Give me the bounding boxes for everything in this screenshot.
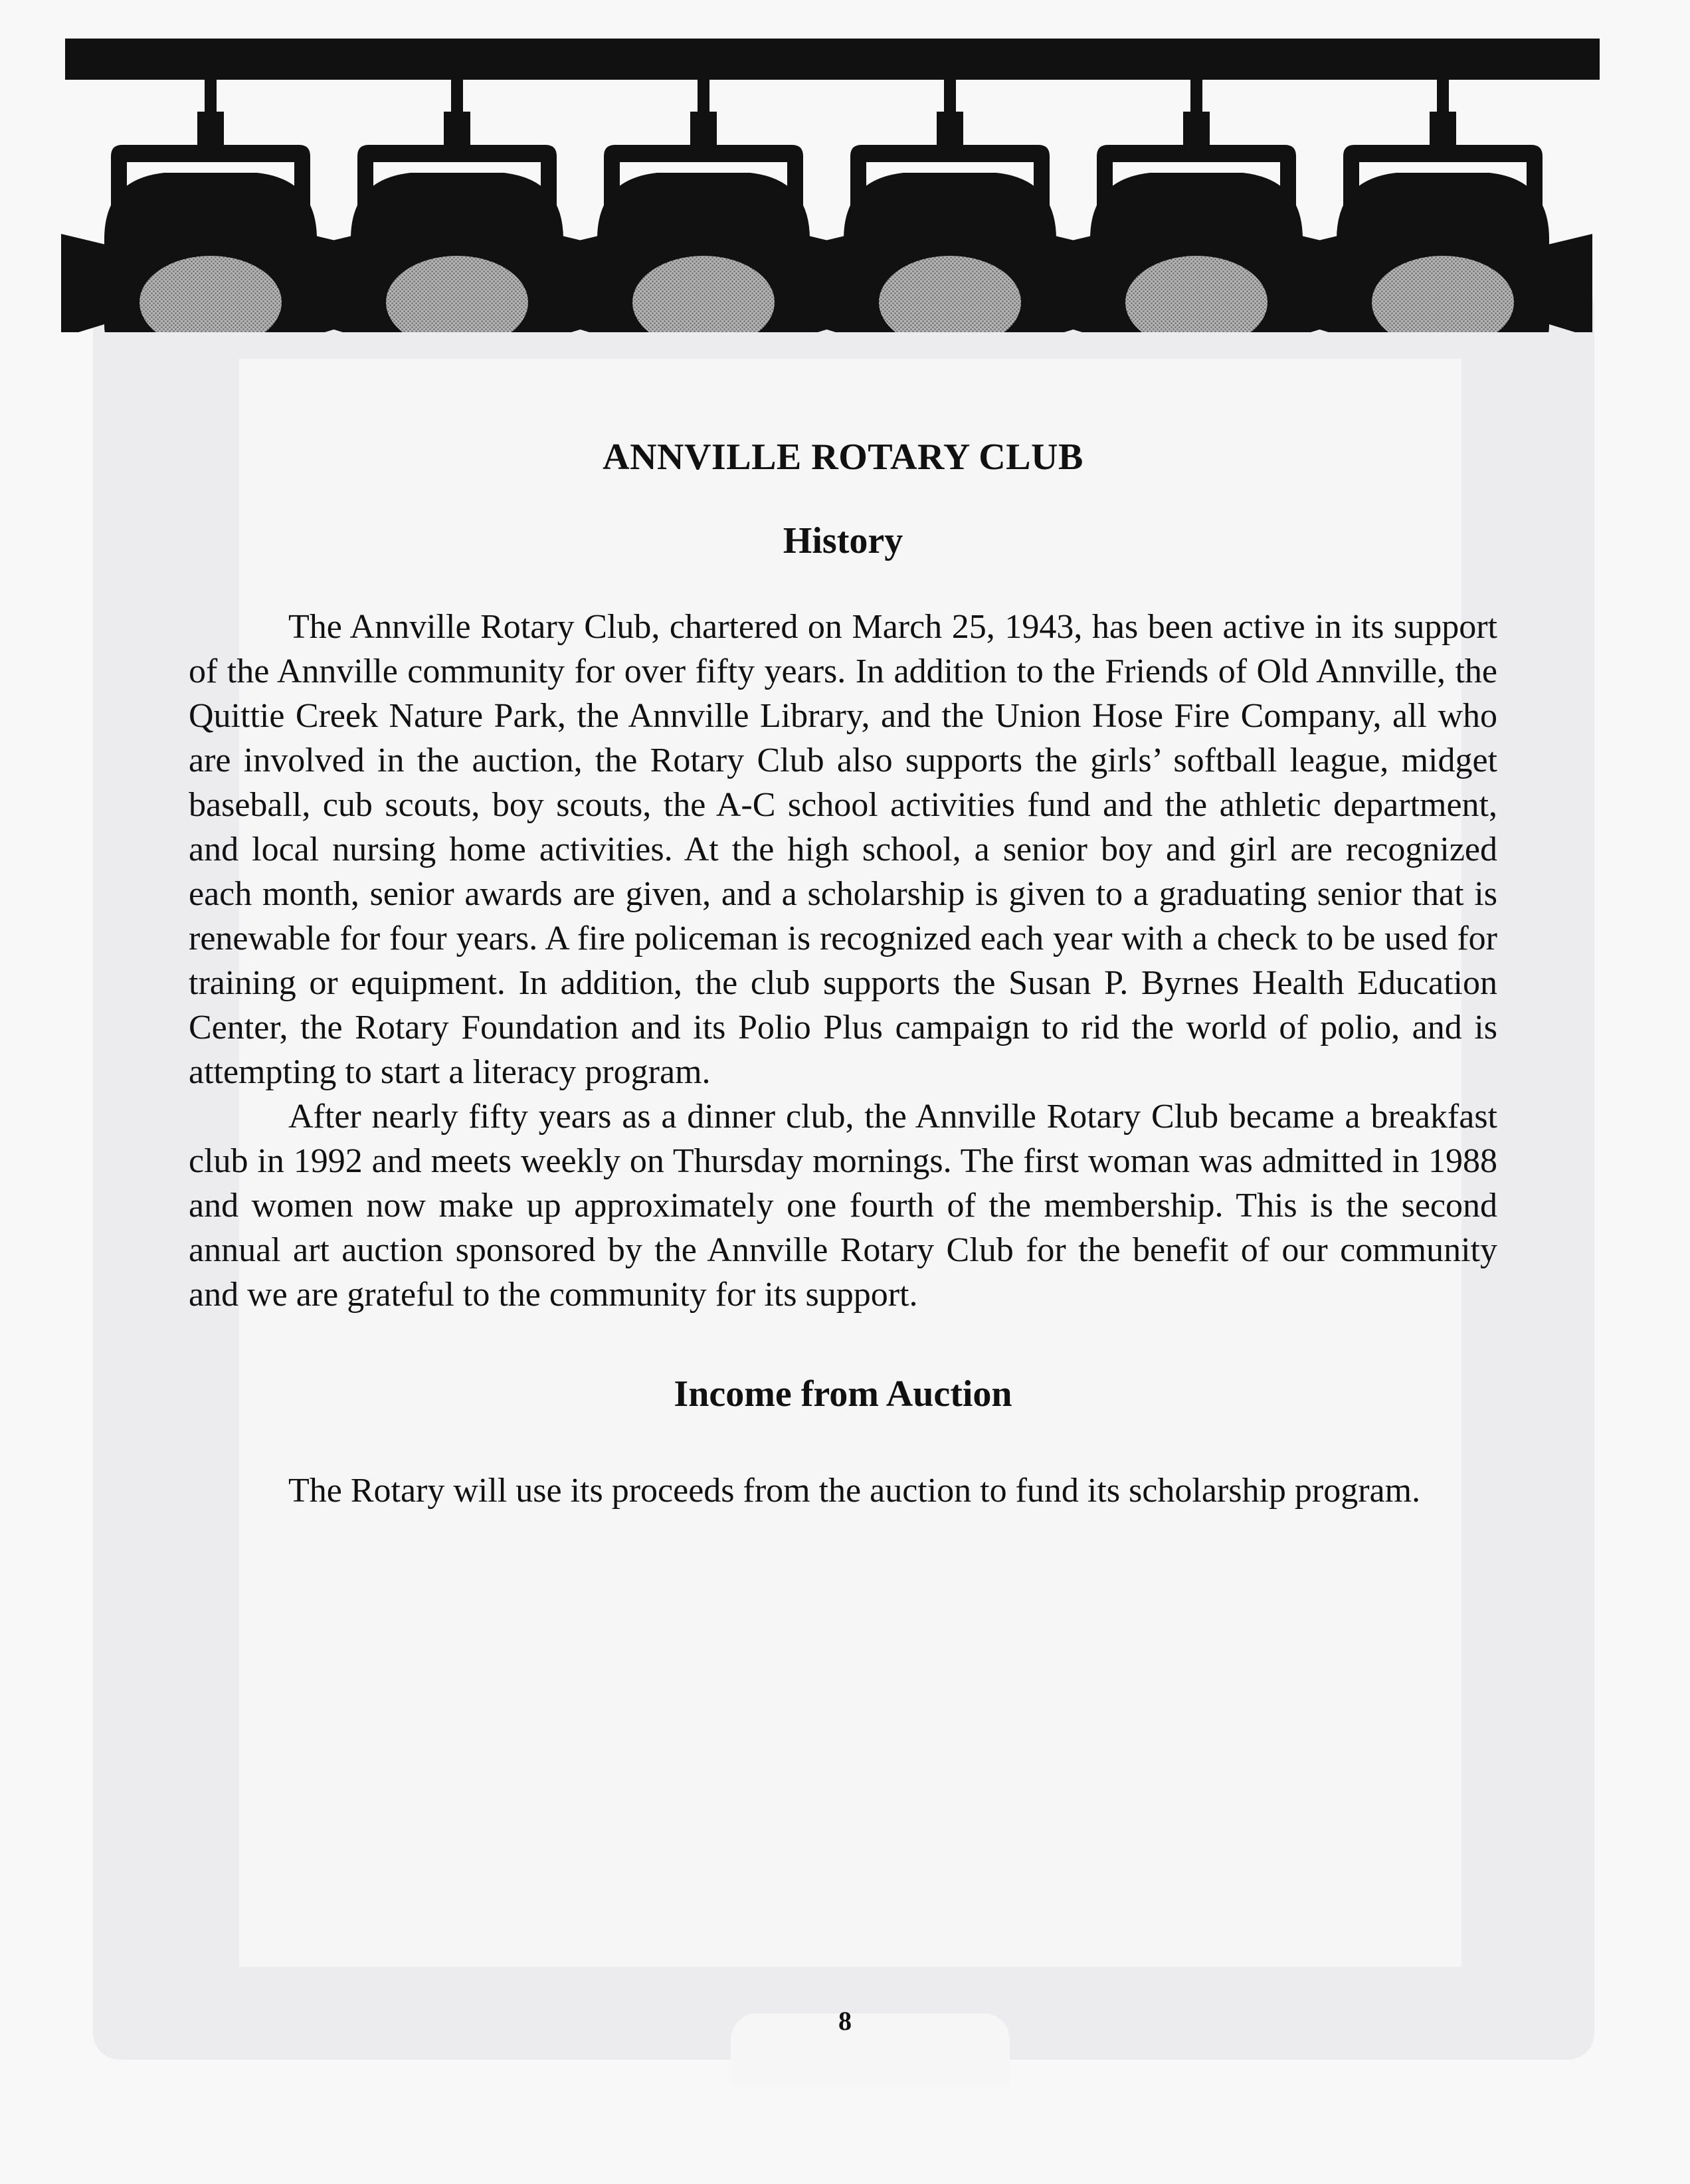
page-number: 8 [838, 2006, 852, 2036]
content-column [189, 439, 1497, 1513]
income-paragraph: The Rotary will use its proceeds from the auction to fund its scholarship program. [288, 1472, 1421, 1510]
history-paragraph-1: The Annville Rotary Club, chartered on March 25, 1943, has been active in its support of the Annville community for over fifty years. In addition to the Friends of Old Annville, the Quittie Creek Nature Park, the Annville Library, and the Union Hose Fire Company, all who are involved in the auction, the Rotary Club also supports the girls’ softball league, midget baseball, cub scouts, boy scouts, the A-C school activities fund and the athletic department, and local nursing home activities. At the high school, a senior boy and girl are recognized each month, senior awards are given, and a scholarship is given to a graduating senior that is renewable for four years. A fire policeman is recognized each year with a check to be used for training or equipment. In addition, the club supports the Susan P. Byrnes Health Education Center, the Rotary Foundation and its Polio Plus campaign to rid the world of polio, and is attempting to start a literacy program. [189, 608, 1497, 1091]
stage-lights-banner [0, 0, 1690, 332]
stage-light-6 [1293, 73, 1592, 332]
section-heading-history: History [783, 520, 903, 561]
history-paragraph-2: After nearly fifty years as a dinner club, the Annville Rotary Club became a breakfast club in 1992 and meets weekly on Thursday mornings. The first woman was admitted in 1988 and women now make up approximately one fourth of the membership. This is the second annual art auction sponsored by the Annville Rotary Club for the benefit of our community and we are grateful to the community for its support. [189, 1098, 1497, 1314]
section-heading-income: Income from Auction [674, 1373, 1012, 1415]
page-title: ANNVILLE ROTARY CLUB [603, 437, 1083, 478]
